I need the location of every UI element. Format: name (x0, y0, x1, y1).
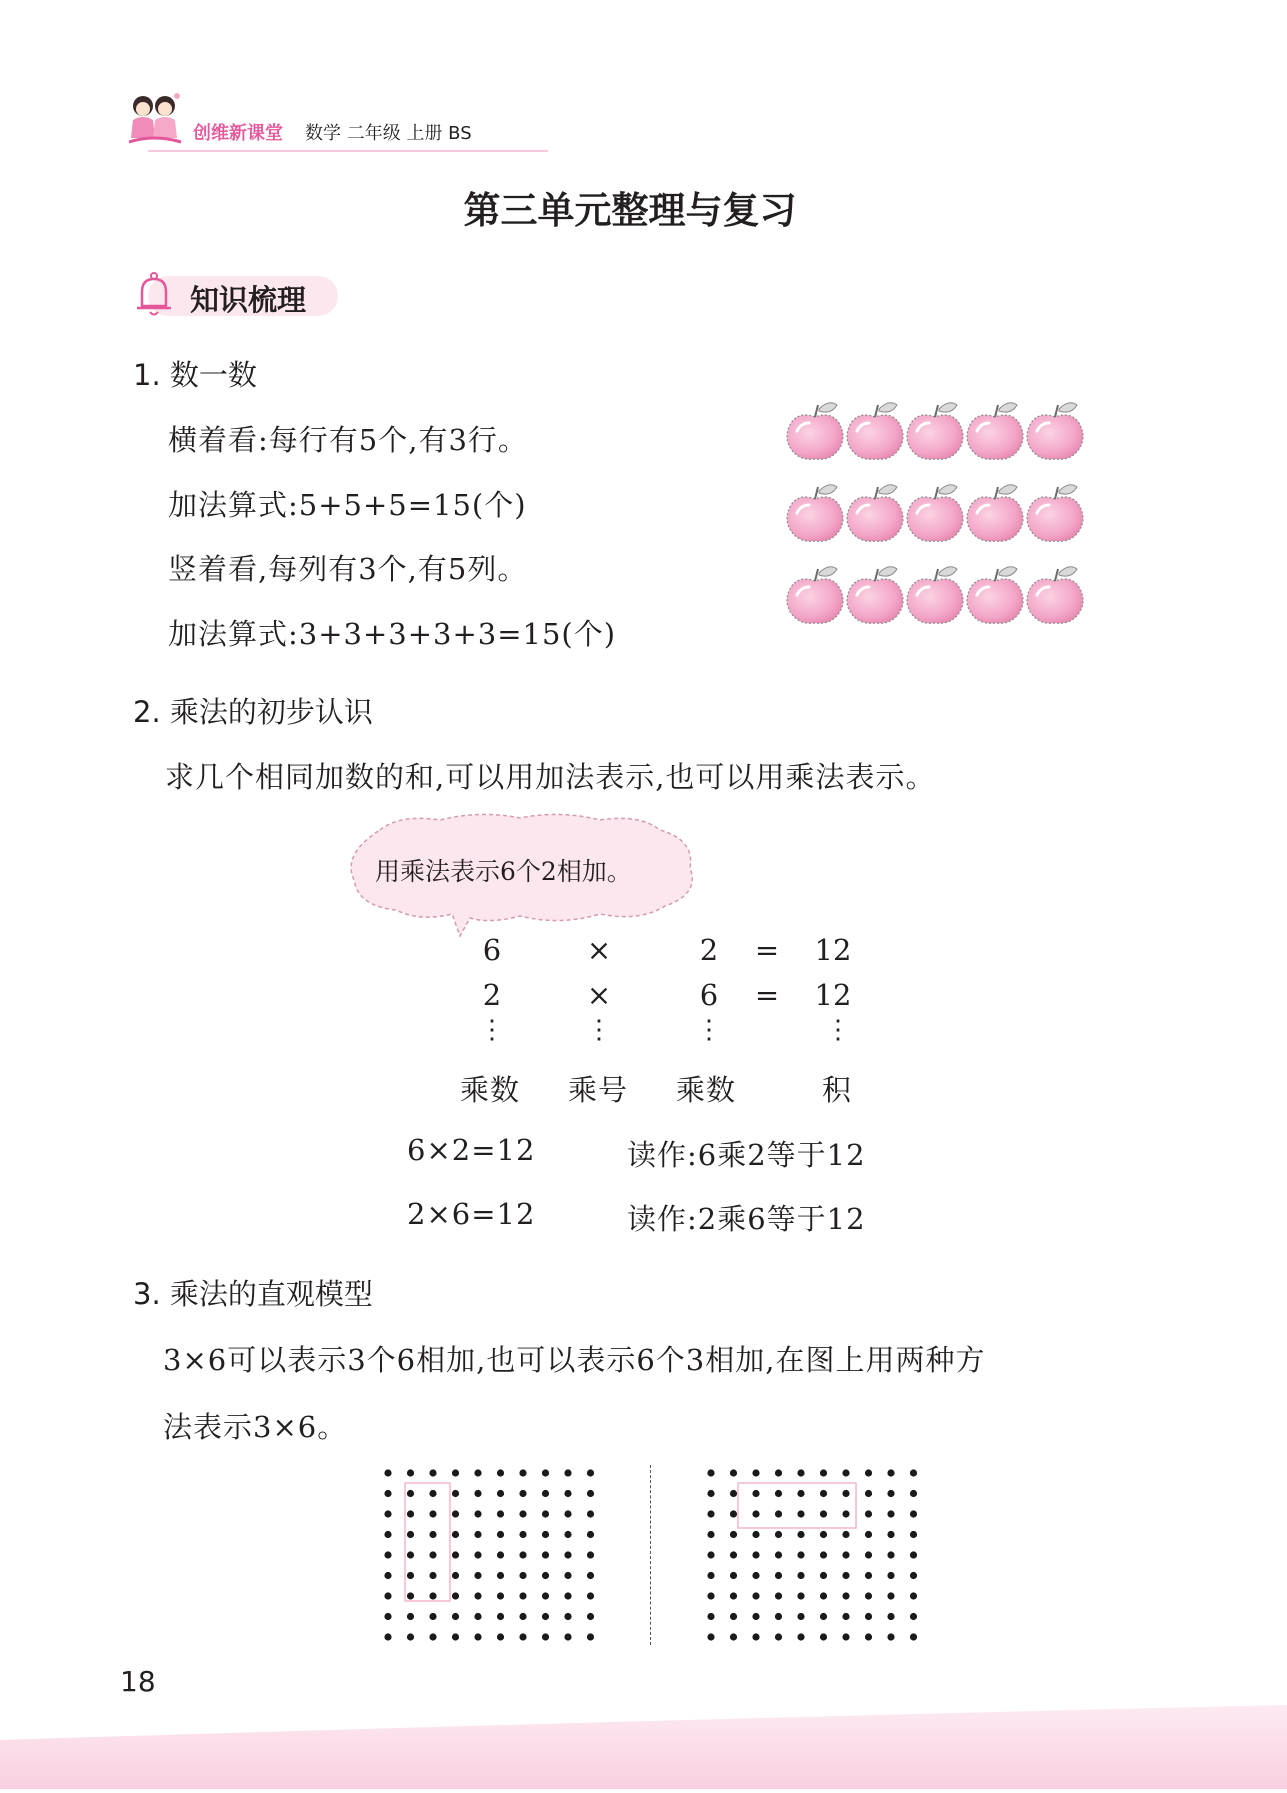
grid-dot (820, 1469, 827, 1476)
grid-dot (707, 1572, 714, 1579)
grid-dot (587, 1592, 594, 1599)
grid-dot (865, 1592, 872, 1599)
guide-outline (405, 1483, 450, 1601)
grid-dot (775, 1551, 782, 1558)
grid-dot (752, 1531, 759, 1538)
grid-dot (887, 1592, 894, 1599)
grid-dot (407, 1510, 414, 1517)
apple-icon (907, 403, 963, 460)
grid-dot (752, 1592, 759, 1599)
grid-dot (407, 1490, 414, 1497)
grid-dot (452, 1633, 459, 1640)
grid-dot (429, 1531, 436, 1538)
grid-dot (542, 1469, 549, 1476)
apple-icon (847, 403, 903, 460)
grid-dot (752, 1572, 759, 1579)
grid-dot (542, 1531, 549, 1538)
book-info: 数学 二年级 上册 BS (305, 123, 472, 144)
grid-dot (542, 1592, 549, 1599)
apple-icon (967, 403, 1023, 460)
grid-dot (429, 1551, 436, 1558)
apple-icon (907, 567, 963, 624)
grid-dot (429, 1613, 436, 1620)
grid-dot (707, 1633, 714, 1640)
grid-dot (730, 1613, 737, 1620)
grid-dot (587, 1469, 594, 1476)
grid-dot (519, 1613, 526, 1620)
grid-dot (865, 1531, 872, 1538)
apple-icon (1027, 567, 1083, 624)
grid-dot (707, 1490, 714, 1497)
grid-dot (407, 1633, 414, 1640)
speech-bubble (340, 810, 710, 940)
grid-dot (910, 1633, 917, 1640)
grid-dot (775, 1510, 782, 1517)
grid-dot (497, 1592, 504, 1599)
apple-icon (787, 403, 843, 460)
grid-dot (587, 1551, 594, 1558)
grid-dot (542, 1633, 549, 1640)
grid-dot (752, 1633, 759, 1640)
grid-dot (564, 1613, 571, 1620)
grid-dot (384, 1613, 391, 1620)
grid-dot (752, 1510, 759, 1517)
grid-dot (775, 1531, 782, 1538)
grid-dot (910, 1551, 917, 1558)
apple-icon (967, 485, 1023, 542)
row1-factor-a: 6 (482, 933, 502, 967)
grid-divider (650, 1465, 653, 1645)
grid-dot (842, 1633, 849, 1640)
grid-dot (820, 1490, 827, 1497)
grid-dot (842, 1469, 849, 1476)
grid-dot (587, 1572, 594, 1579)
row1-factor-b: 2 (699, 933, 719, 967)
grid-dot (797, 1510, 804, 1517)
grid-dot (842, 1572, 849, 1579)
grid-dot (564, 1531, 571, 1538)
grid-dot (407, 1613, 414, 1620)
grid-dot (910, 1510, 917, 1517)
grid-dot (797, 1551, 804, 1558)
grid-dot (797, 1633, 804, 1640)
grid-dot (910, 1531, 917, 1538)
grid-dot (452, 1490, 459, 1497)
grid-dot (797, 1592, 804, 1599)
grid-dot (474, 1510, 481, 1517)
grid-dot (587, 1510, 594, 1517)
grid-dot (407, 1531, 414, 1538)
grid-dot (519, 1592, 526, 1599)
grid-dot (497, 1551, 504, 1558)
grid-dot (865, 1551, 872, 1558)
grid-dot (865, 1510, 872, 1517)
page-number: 18 (120, 1665, 156, 1698)
grid-dot (452, 1531, 459, 1538)
grid-dot (865, 1469, 872, 1476)
grid-dot (820, 1551, 827, 1558)
grid-dot (407, 1469, 414, 1476)
grid-dot (519, 1531, 526, 1538)
label-factor-b: 乘数 (676, 1073, 737, 1107)
grid-dot (519, 1572, 526, 1579)
grid-dot (384, 1510, 391, 1517)
part1-line-2: 加法算式:5+5+5=15(个) (168, 488, 527, 522)
grid-dot (519, 1510, 526, 1517)
grid-dot (497, 1469, 504, 1476)
grid-dot (474, 1613, 481, 1620)
grid-dot (797, 1613, 804, 1620)
read1-text: 读作:6乘2等于12 (627, 1138, 866, 1172)
guide-outline (738, 1483, 856, 1528)
row2-factor-b: 6 (699, 978, 719, 1012)
grid-dot (752, 1551, 759, 1558)
grid-dot (542, 1551, 549, 1558)
header-divider (148, 150, 548, 152)
grid-dot (797, 1531, 804, 1538)
read2-equation: 2×6=12 (407, 1197, 536, 1231)
grid-dot (429, 1633, 436, 1640)
grid-dot (775, 1592, 782, 1599)
part1-line-3: 竖着看,每列有3个,有5列。 (168, 552, 528, 586)
grid-dot (497, 1633, 504, 1640)
part3-heading: 3. 乘法的直观模型 (133, 1277, 373, 1311)
grid-dot (752, 1490, 759, 1497)
grid-dot (564, 1633, 571, 1640)
grid-dot (474, 1551, 481, 1558)
label-product: 积 (822, 1073, 853, 1107)
part2-text: 求几个相同加数的和,可以用加法表示,也可以用乘法表示。 (165, 760, 936, 794)
grid-dot (429, 1490, 436, 1497)
grid-dot (384, 1572, 391, 1579)
part1-heading: 1. 数一数 (133, 358, 257, 392)
grid-dot (820, 1572, 827, 1579)
grid-dot (587, 1633, 594, 1640)
grid-dot (564, 1592, 571, 1599)
kids-logo-icon (125, 90, 183, 152)
apple-icon (907, 485, 963, 542)
grid-dot (542, 1490, 549, 1497)
grid-dot (775, 1572, 782, 1579)
grid-dot (730, 1551, 737, 1558)
grid-dot (887, 1633, 894, 1640)
row1-times: × (586, 933, 612, 967)
grid-dot (820, 1531, 827, 1538)
grid-dot (542, 1613, 549, 1620)
grid-dot (730, 1592, 737, 1599)
part3-text-2: 法表示3×6。 (163, 1410, 348, 1444)
grid-dot (384, 1633, 391, 1640)
row2-factor-a: 2 (482, 978, 502, 1012)
bottom-band (0, 1700, 1287, 1789)
grid-dot (564, 1551, 571, 1558)
grid-dot (519, 1633, 526, 1640)
grid-dot (887, 1531, 894, 1538)
vdots-4: ⋮ (825, 1015, 851, 1045)
grid-dot (542, 1510, 549, 1517)
grid-dot (797, 1490, 804, 1497)
grid-dot (775, 1633, 782, 1640)
grid-dot (707, 1592, 714, 1599)
grid-dot (474, 1633, 481, 1640)
grid-dot (775, 1490, 782, 1497)
grid-dot (564, 1572, 571, 1579)
grid-dot (384, 1551, 391, 1558)
grid-dot (564, 1469, 571, 1476)
part1-line-1: 横着看:每行有5个,有3行。 (168, 423, 528, 457)
page-title: 第三单元整理与复习 (463, 189, 797, 232)
section-banner (130, 270, 340, 320)
grid-dot (797, 1572, 804, 1579)
dot-grid-left[interactable] (380, 1465, 600, 1645)
grid-dot (730, 1469, 737, 1476)
grid-dot (429, 1572, 436, 1579)
part1-line-4: 加法算式:3+3+3+3+3=15(个) (168, 617, 617, 651)
grid-dot (519, 1490, 526, 1497)
grid-dot (384, 1490, 391, 1497)
grid-dot (384, 1531, 391, 1538)
grid-dot (407, 1551, 414, 1558)
label-factor-a: 乘数 (460, 1073, 521, 1107)
grid-dot (842, 1592, 849, 1599)
row2-equals: = (754, 978, 780, 1012)
grid-dot (865, 1572, 872, 1579)
grid-dot (865, 1490, 872, 1497)
grid-dot (820, 1510, 827, 1517)
grid-dot (497, 1490, 504, 1497)
grid-dot (707, 1510, 714, 1517)
grid-dot (407, 1572, 414, 1579)
grid-dot (730, 1531, 737, 1538)
grid-dot (707, 1551, 714, 1558)
grid-dot (842, 1613, 849, 1620)
grid-dot (429, 1592, 436, 1599)
grid-dot (887, 1490, 894, 1497)
apple-grid (785, 398, 1095, 648)
grid-dot (887, 1551, 894, 1558)
label-times: 乘号 (568, 1073, 629, 1107)
grid-dot (384, 1592, 391, 1599)
grid-dot (564, 1490, 571, 1497)
part2-heading: 2. 乘法的初步认识 (133, 695, 373, 729)
grid-dot (820, 1592, 827, 1599)
grid-dot (474, 1531, 481, 1538)
grid-dot (497, 1531, 504, 1538)
grid-dot (820, 1633, 827, 1640)
vdots-2: ⋮ (586, 1015, 612, 1045)
grid-dot (910, 1490, 917, 1497)
grid-dot (474, 1592, 481, 1599)
grid-dot (452, 1510, 459, 1517)
row2-product: 12 (814, 978, 852, 1012)
grid-dot (887, 1510, 894, 1517)
grid-dot (730, 1572, 737, 1579)
grid-dot (542, 1572, 549, 1579)
grid-dot (519, 1551, 526, 1558)
grid-dot (910, 1613, 917, 1620)
grid-dot (474, 1469, 481, 1476)
grid-dot (429, 1469, 436, 1476)
grid-dot (707, 1613, 714, 1620)
dot-grid-right[interactable] (703, 1465, 923, 1645)
grid-dot (452, 1613, 459, 1620)
bell-icon (130, 270, 180, 320)
grid-dot (730, 1510, 737, 1517)
bubble-text: 用乘法表示6个2相加。 (375, 857, 632, 886)
vdots-1: ⋮ (479, 1015, 505, 1045)
section-label: 知识梳理 (190, 283, 307, 317)
apple-icon (787, 485, 843, 542)
grid-dot (452, 1469, 459, 1476)
grid-dot (564, 1510, 571, 1517)
grid-dot (452, 1551, 459, 1558)
grid-dot (730, 1633, 737, 1640)
apple-icon (787, 567, 843, 624)
grid-dot (752, 1469, 759, 1476)
row1-equals: = (754, 933, 780, 967)
grid-dot (775, 1613, 782, 1620)
grid-dot (865, 1633, 872, 1640)
part3-text-1: 3×6可以表示3个6相加,也可以表示6个3相加,在图上用两种方 (163, 1343, 986, 1377)
apple-icon (1027, 403, 1083, 460)
read2-text: 读作:2乘6等于12 (627, 1202, 866, 1236)
grid-dot (587, 1613, 594, 1620)
grid-dot (797, 1469, 804, 1476)
grid-dot (887, 1613, 894, 1620)
grid-dot (497, 1613, 504, 1620)
apple-icon (1027, 485, 1083, 542)
read1-equation: 6×2=12 (407, 1133, 536, 1167)
grid-dot (842, 1490, 849, 1497)
brand-name: 创维新课堂 (193, 123, 283, 144)
grid-dot (887, 1469, 894, 1476)
grid-dot (407, 1592, 414, 1599)
row2-times: × (586, 978, 612, 1012)
grid-dot (707, 1469, 714, 1476)
grid-dot (474, 1490, 481, 1497)
row1-product: 12 (814, 933, 852, 967)
grid-dot (707, 1531, 714, 1538)
grid-dot (474, 1572, 481, 1579)
vdots-3: ⋮ (696, 1015, 722, 1045)
grid-dot (887, 1572, 894, 1579)
grid-dot (842, 1551, 849, 1558)
grid-dot (730, 1490, 737, 1497)
apple-icon (847, 485, 903, 542)
grid-dot (587, 1531, 594, 1538)
grid-dot (910, 1469, 917, 1476)
grid-dot (910, 1572, 917, 1579)
grid-dot (820, 1613, 827, 1620)
grid-dot (842, 1510, 849, 1517)
apple-icon (847, 567, 903, 624)
grid-dot (452, 1592, 459, 1599)
apple-icon (967, 567, 1023, 624)
grid-dot (497, 1572, 504, 1579)
grid-dot (775, 1469, 782, 1476)
grid-dot (865, 1613, 872, 1620)
grid-dot (519, 1469, 526, 1476)
grid-dot (910, 1592, 917, 1599)
grid-dot (497, 1510, 504, 1517)
grid-dot (384, 1469, 391, 1476)
grid-dot (452, 1572, 459, 1579)
grid-dot (587, 1490, 594, 1497)
grid-dot (752, 1613, 759, 1620)
grid-dot (429, 1510, 436, 1517)
grid-dot (842, 1531, 849, 1538)
